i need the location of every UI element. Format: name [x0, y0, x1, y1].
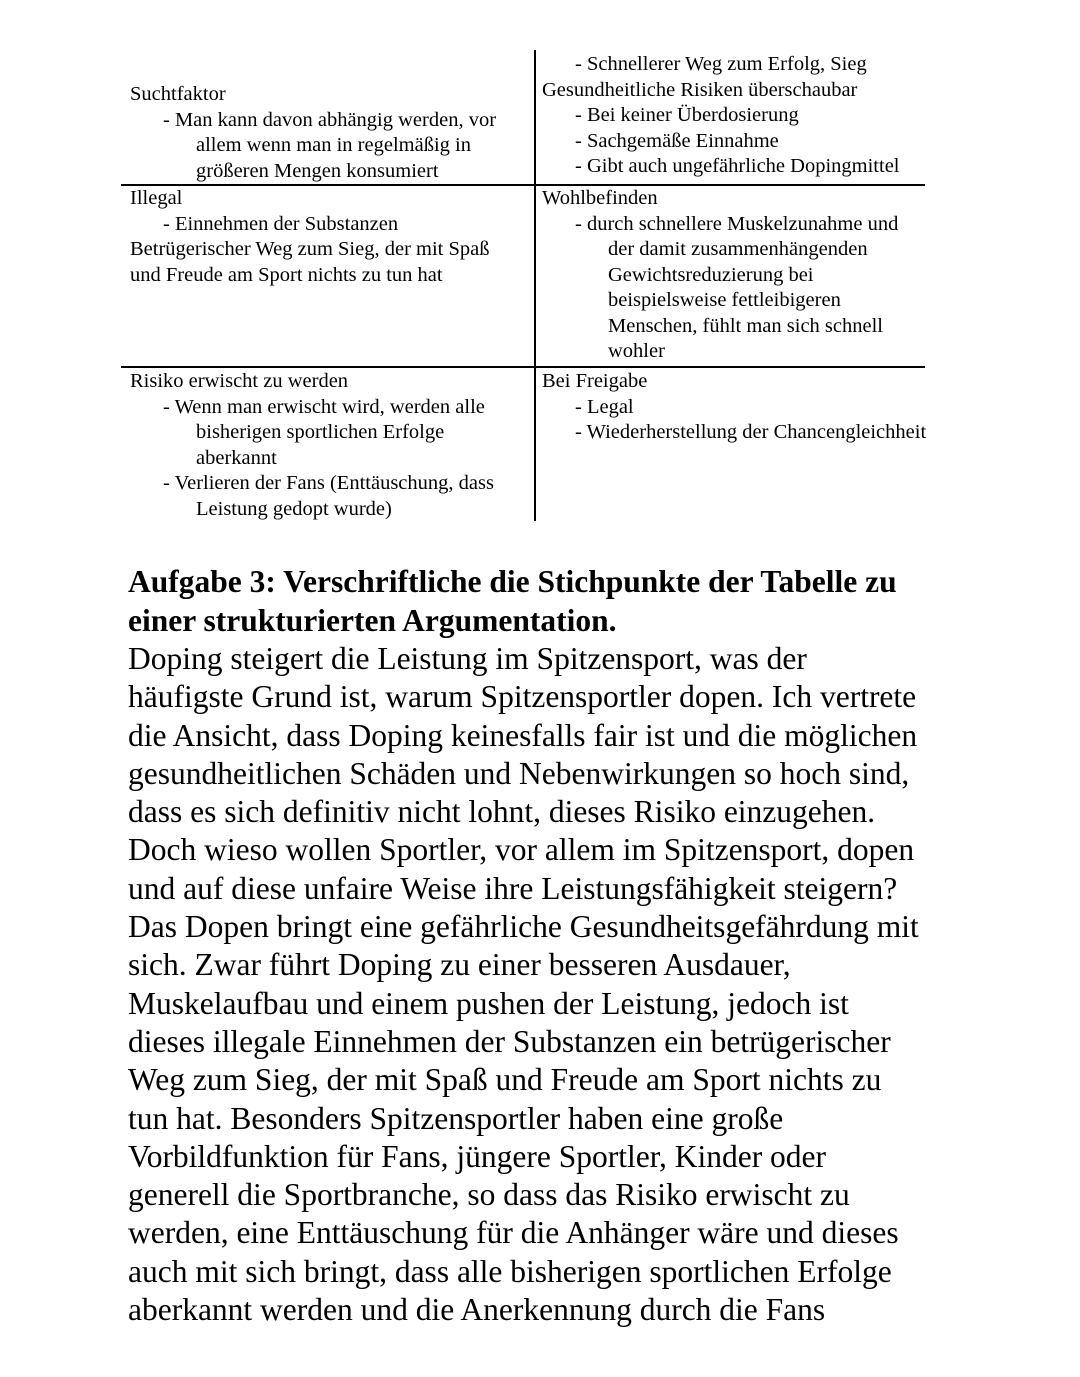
table-cell-wohlbefinden [542, 186, 898, 365]
table-row-divider-2 [121, 366, 925, 368]
cell-title: Bei Freigabe [542, 370, 648, 392]
task-heading-line: einer strukturierten Argumentation. [128, 603, 617, 638]
essay-line: sich. Zwar führt Doping zu einer besseren Ausdauer, [128, 947, 791, 983]
cell-line: - Legal [575, 395, 634, 418]
cell-title: Wohlbefinden [542, 187, 658, 209]
cell-line: aberkannt [196, 446, 277, 469]
cell-title: Risiko erwischt zu werden [130, 370, 349, 392]
cell-line: Leistung gedopt wurde) [196, 497, 392, 520]
essay-line: tun hat. Besonders Spitzensportler haben eine große [128, 1100, 784, 1136]
essay-line: Vorbildfunktion für Fans, jüngere Sportler, Kinder oder [128, 1138, 827, 1174]
essay-line: Das Dopen bringt eine gefährliche Gesundheitsgefährdung mit [128, 909, 919, 945]
cell-line: - Verlieren der Fans (Enttäuschung, dass [163, 472, 494, 494]
cell-line: Gewichtsreduzierung bei [608, 263, 814, 286]
essay-line: häufigste Grund ist, warum Spitzensportler dopen. Ich vertrete [128, 679, 917, 715]
cell-title: Illegal [130, 187, 183, 209]
table-cell-erfolg-gesundheit [542, 52, 900, 180]
table-cell-suchtfaktor [130, 82, 496, 184]
essay-line: dieses illegale Einnehmen der Substanzen ein betrügerischer [128, 1023, 891, 1059]
essay-line: Doping steigert die Leistung im Spitzensport, was der [128, 641, 807, 676]
essay-line: Weg zum Sieg, der mit Spaß und Freude am Sport nichts zu [128, 1062, 882, 1098]
cell-line: - Bei keiner Überdosierung [575, 104, 799, 126]
cell-line: - Man kann davon abhängig werden, vor [163, 108, 497, 131]
essay-line: generell die Sportbranche, so dass das Risiko erwischt zu [128, 1177, 850, 1213]
cell-line: - Einnehmen der Substanzen [163, 212, 399, 235]
cell-title: Gesundheitliche Risiken überschaubar [542, 78, 858, 101]
essay-line: auch mit sich bringt, dass alle bisherigen sportlichen Erfolge [128, 1253, 892, 1289]
essay-line: dass es sich definitiv nicht lohnt, dieses Risiko einzugehen. [128, 794, 876, 830]
cell-line: allem wenn man in regelmäßig in [196, 134, 471, 156]
essay-text [128, 640, 919, 1329]
cell-line: Betrügerischer Weg zum Sieg, der mit Spaß [130, 238, 490, 260]
cell-line: größeren Mengen konsumiert [196, 159, 439, 182]
task-heading-line: Aufgabe 3: Verschriftliche die Stichpunkte der Tabelle zu [128, 564, 897, 599]
cell-line: - Wenn man erwischt wird, werden alle [163, 395, 485, 418]
cell-line: - Gibt auch ungefährliche Dopingmittel [575, 155, 900, 177]
cell-line: - Wiederherstellung der Chancengleichheit [575, 421, 927, 443]
cell-title: Suchtfaktor [130, 83, 226, 105]
essay-line: aberkannt werden und die Anerkennung durch die Fans [128, 1292, 826, 1328]
table-cell-illegal [130, 186, 489, 288]
cell-line: beispielsweise fettleibigeren [608, 289, 841, 311]
cell-line: und Freude am Sport nichts zu tun hat [130, 263, 443, 286]
cell-line: wohler [608, 340, 665, 362]
cell-line: - durch schnellere Muskelzunahme und [575, 212, 899, 235]
cell-line: - Sachgemäße Einnahme [575, 129, 779, 152]
essay-line: werden, eine Enttäuschung für die Anhänger wäre und dieses [128, 1215, 899, 1251]
cell-line: - Schnellerer Weg zum Erfolg, Sieg [575, 53, 867, 75]
cell-line: bisherigen sportlichen Erfolge [196, 421, 445, 443]
essay-line: die Ansicht, dass Doping keinesfalls fair ist und die möglichen [128, 717, 918, 753]
cell-line: Menschen, fühlt man sich schnell [608, 314, 883, 337]
essay-line: gesundheitlichen Schäden und Nebenwirkungen so hoch sind, [128, 755, 910, 791]
essay-line: Doch wieso wollen Sportler, vor allem im Spitzensport, dopen [128, 832, 915, 868]
task-heading [128, 562, 897, 640]
table-vertical-divider [534, 50, 536, 521]
cell-line: der damit zusammenhängenden [608, 238, 868, 260]
essay-line: und auf diese unfaire Weise ihre Leistungsfähigkeit steigern? [128, 870, 898, 906]
table-cell-freigabe [542, 369, 926, 446]
table-cell-risiko [130, 369, 494, 522]
essay-line: Muskelaufbau und einem pushen der Leistung, jedoch ist [128, 985, 849, 1021]
